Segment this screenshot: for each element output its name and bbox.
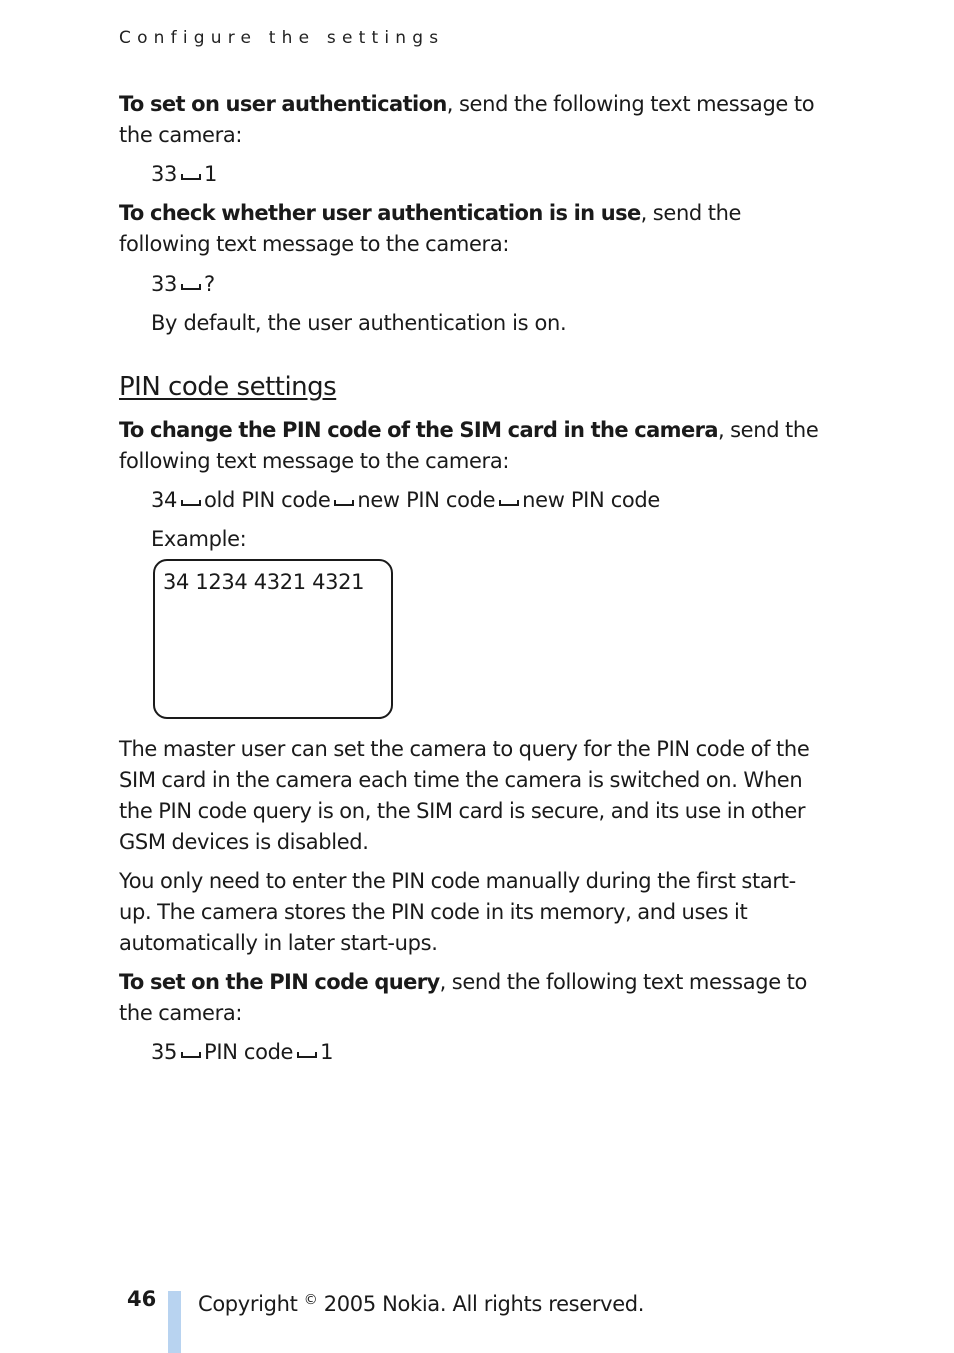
pin-query-command (151, 1037, 333, 1068)
running-head: Configure the settings (119, 28, 445, 48)
auth-on-command (151, 159, 217, 190)
cmd-part: 1 (204, 162, 218, 186)
cmd-part: new PIN code (357, 488, 496, 512)
cmd-part: old PIN code (204, 488, 331, 512)
auth-check-bold: To check whether user authentication is in use (119, 201, 641, 225)
space-key-icon (181, 1052, 201, 1058)
pin-query-instruction (119, 967, 819, 1029)
copyright-notice (198, 1285, 644, 1320)
space-key-icon (297, 1052, 317, 1058)
auth-on-instruction (119, 89, 819, 151)
space-key-icon (181, 174, 201, 180)
pin-storage-description: You only need to enter the PIN code manually during the first start-up. The camera stores the PIN code in its memory, and uses it automatically in later start-ups. (119, 869, 796, 955)
cmd-part: new PIN code (522, 488, 660, 512)
pin-change-rest: , send the following text message to the camera: (119, 418, 819, 473)
section-title: PIN code settings (119, 372, 337, 402)
space-key-icon (499, 500, 519, 506)
space-key-icon (181, 500, 201, 506)
auth-on-rest: , send the following text message to the camera: (119, 92, 815, 147)
auth-default-note: By default, the user authentication is on. (151, 311, 567, 335)
cmd-part: 34 (151, 488, 178, 512)
cmd-part: 1 (320, 1040, 334, 1064)
footer-accent-bar (168, 1291, 181, 1353)
cmd-part: 33 (151, 272, 178, 296)
auth-check-instruction (119, 198, 819, 260)
cmd-part: ? (204, 272, 215, 296)
sms-example-screen (153, 559, 393, 719)
pin-change-bold: To change the PIN code of the SIM card in the camera (119, 418, 718, 442)
pin-query-bold: To set on the PIN code query (119, 970, 440, 994)
cmd-part: PIN code (204, 1040, 294, 1064)
pin-change-instruction (119, 415, 819, 477)
cmd-part: 33 (151, 162, 178, 186)
page-number: 46 (127, 1287, 157, 1311)
pin-query-rest: , send the following text message to the camera: (119, 970, 808, 1025)
pin-query-description: The master user can set the camera to query for the PIN code of the SIM card in the camera each time the camera is switched on. When the PIN code query is on, the SIM card is secure, and its use in other GSM devices is disabled. (119, 737, 810, 854)
auth-on-bold: To set on user authentication (119, 92, 447, 116)
space-key-icon (334, 500, 354, 506)
sms-example-text: 34 1234 4321 4321 (163, 570, 365, 594)
pin-change-command (151, 485, 660, 516)
cmd-part: 35 (151, 1040, 178, 1064)
copyright-post: 2005 Nokia. All rights reserved. (323, 1292, 645, 1316)
copyright-pre: Copyright (198, 1292, 298, 1316)
copyright-symbol: © (303, 1292, 318, 1308)
auth-check-rest: , send the following text message to the camera: (119, 201, 742, 256)
auth-check-command (151, 269, 215, 300)
example-label: Example: (151, 527, 247, 551)
space-key-icon (181, 284, 201, 290)
